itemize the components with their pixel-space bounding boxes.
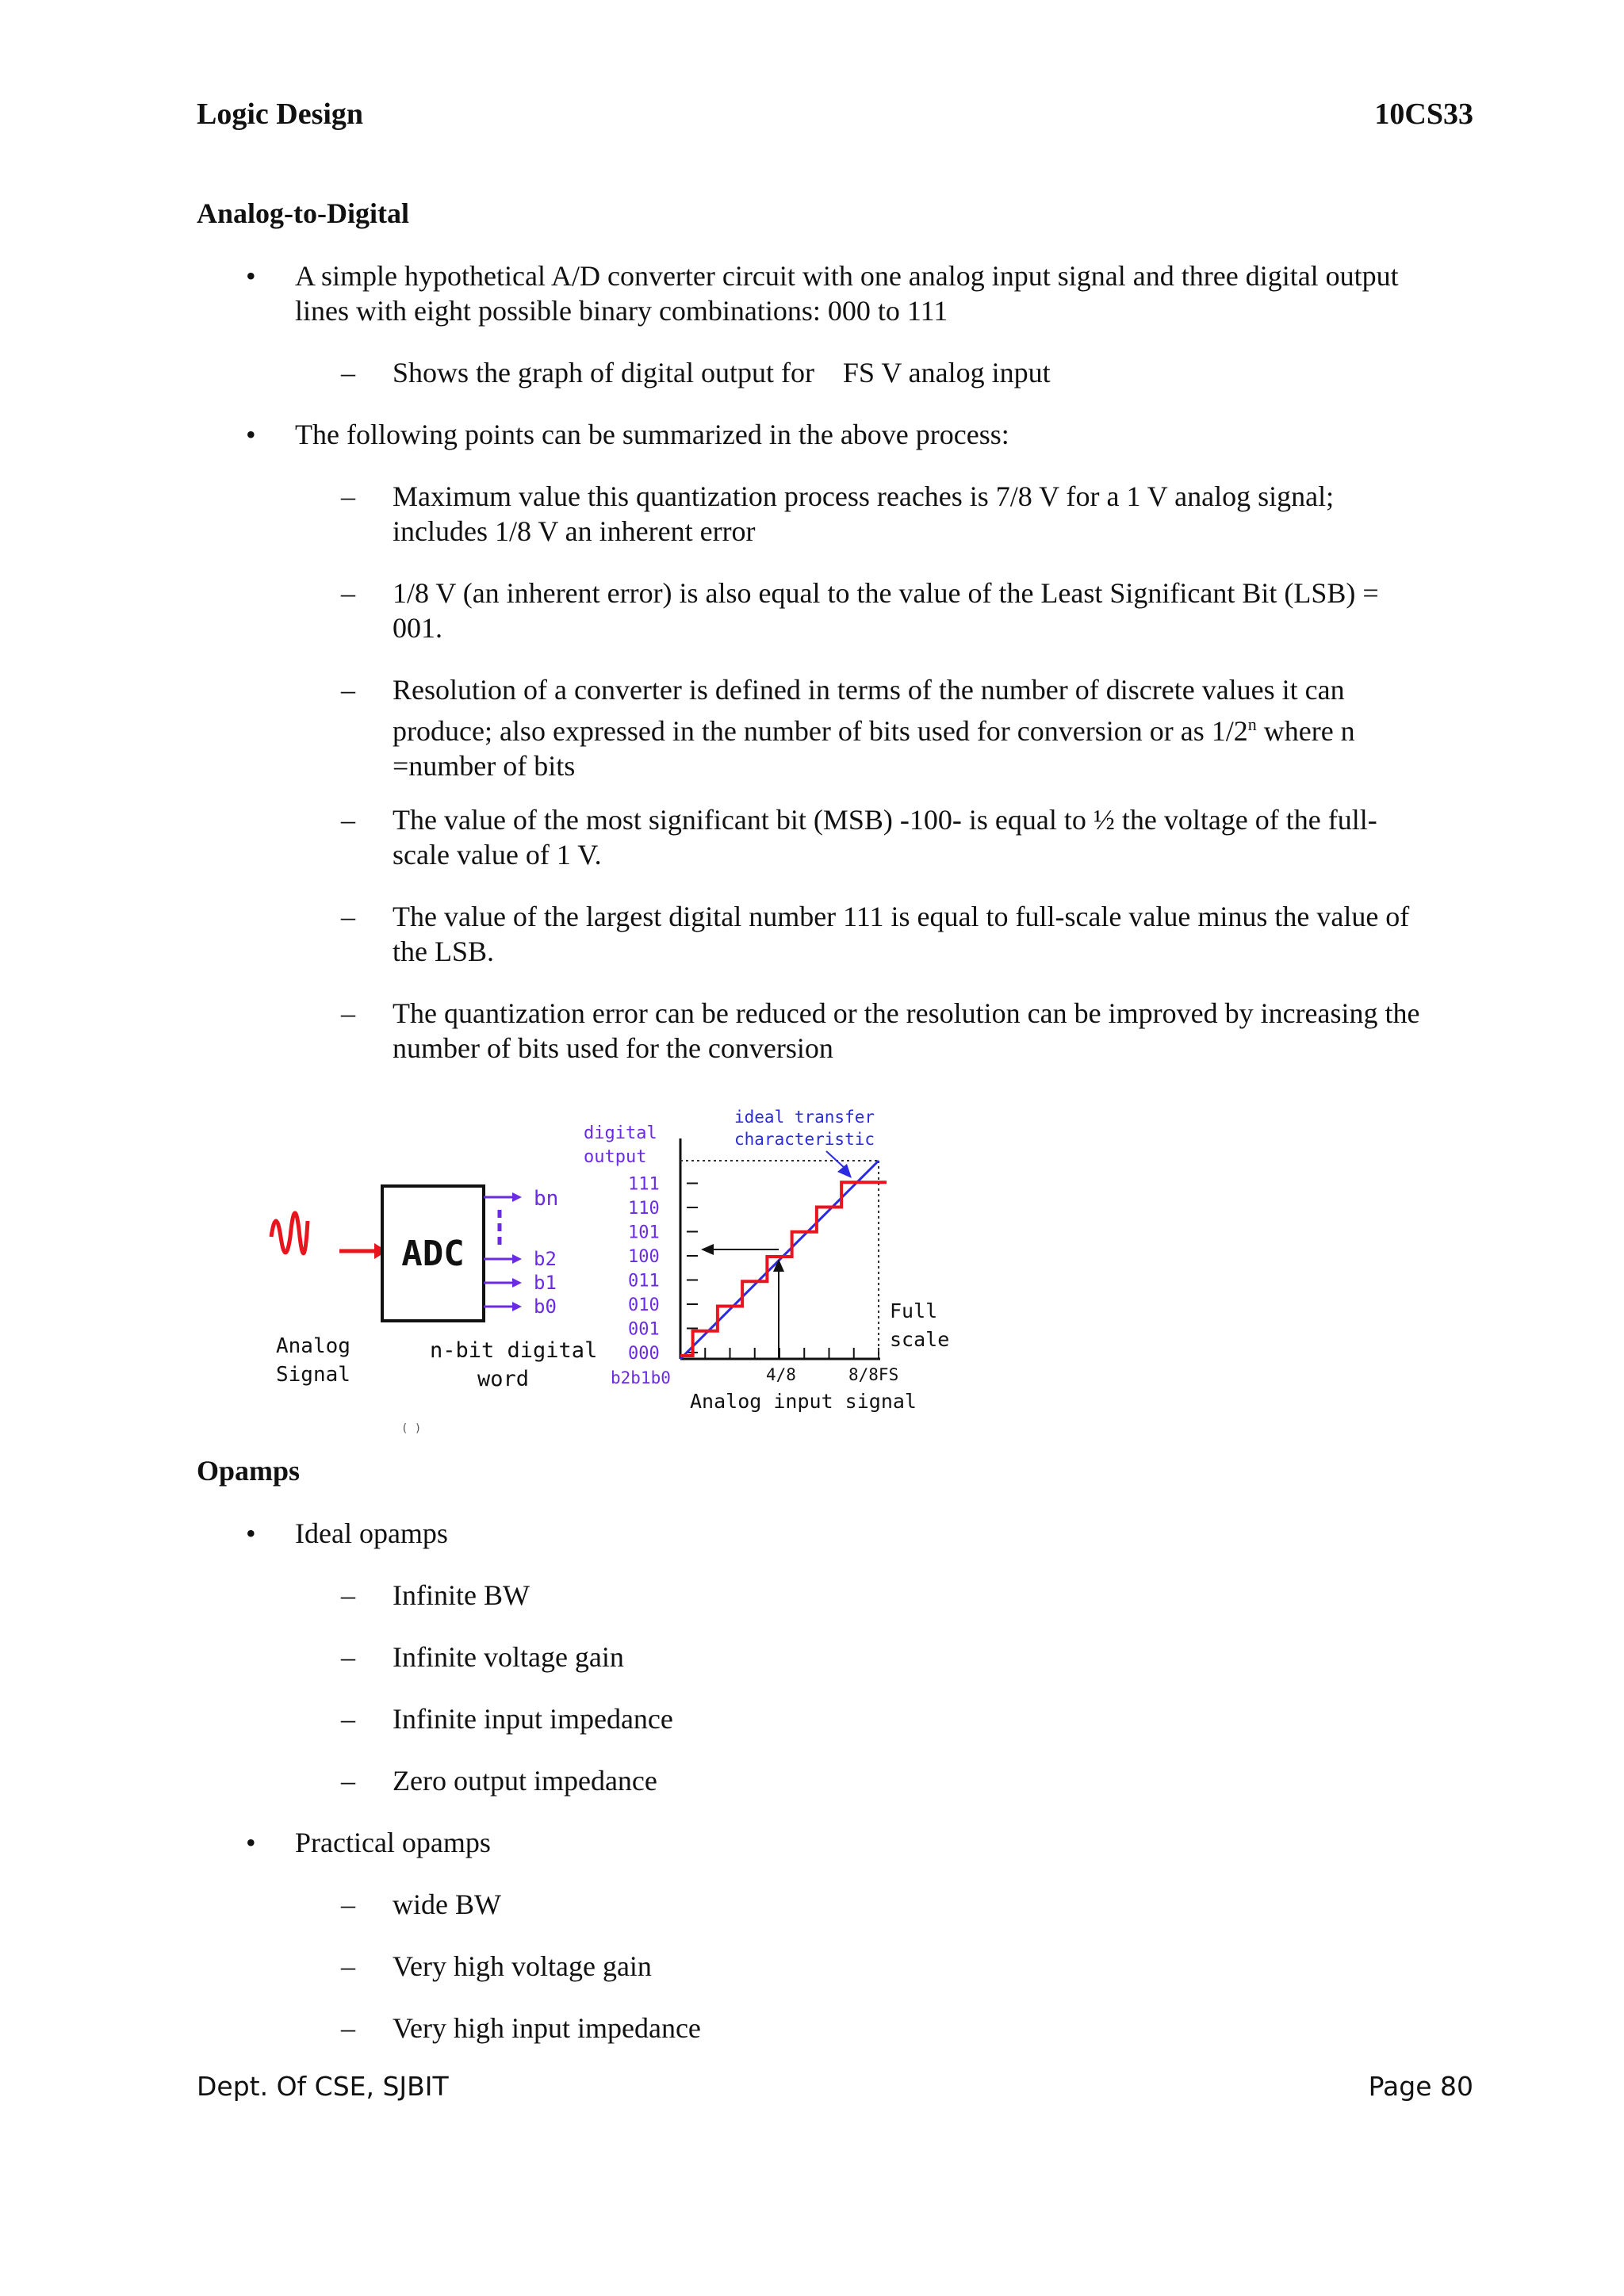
nbit-label-line2: word bbox=[477, 1367, 530, 1391]
full-scale-label-line1: Full bbox=[890, 1299, 938, 1322]
ideal-label-line2: characteristic bbox=[734, 1130, 875, 1149]
x-tick-end-label: 8/8FS bbox=[848, 1365, 899, 1384]
output-b2-label: b2 bbox=[534, 1248, 557, 1270]
header-title: Logic Design bbox=[197, 98, 364, 131]
bullet-text: Ideal opamps bbox=[295, 1517, 448, 1549]
superscript-n: n bbox=[1247, 714, 1257, 734]
bullet-dash: – bbox=[341, 674, 355, 706]
ideal-label-line1: ideal transfer bbox=[734, 1108, 875, 1127]
analog-label-line1: Analog bbox=[276, 1334, 350, 1358]
digital-code-label: 110 bbox=[628, 1199, 660, 1219]
bullet-dot: • bbox=[246, 1827, 256, 1858]
bullet-dash: – bbox=[341, 1765, 355, 1797]
b2b1b0-label: b2b1b0 bbox=[611, 1368, 671, 1387]
y-ticks bbox=[687, 1184, 698, 1353]
horizontal-arrow-head bbox=[701, 1244, 714, 1255]
x-tick-mid-label: 4/8 bbox=[766, 1365, 796, 1384]
bullet-text: Zero output impedance bbox=[393, 1765, 657, 1797]
output-bn-label: bn bbox=[534, 1187, 559, 1211]
bullet-dash: – bbox=[341, 1703, 355, 1735]
section-title-analog-to-digital: Analog-to-Digital bbox=[197, 197, 409, 229]
bullet-dash: – bbox=[341, 357, 355, 388]
bullet-text: The value of the most significant bit (MSB) -100- is equal to ½ the voltage of the full-scale value of 1 V. bbox=[393, 804, 1377, 871]
digital-code-labels bbox=[628, 1175, 660, 1364]
bullet-dash: – bbox=[341, 997, 355, 1029]
resolution-text-pre: Resolution of a converter is defined in terms of the number of discrete values it can produce; also expressed in the number of bits used for conversion or as 1/2 bbox=[393, 674, 1345, 747]
full-scale-label-line2: scale bbox=[890, 1328, 950, 1351]
x-ticks bbox=[705, 1348, 879, 1359]
bullet-text: The quantization error can be reduced or the resolution can be improved by increasing the number of bits used for the conversion bbox=[393, 997, 1420, 1064]
bullet-text: wide BW bbox=[393, 1888, 501, 1920]
analog-label-line2: Signal bbox=[276, 1363, 350, 1387]
bullet-dash: – bbox=[341, 2012, 355, 2044]
digital-code-label: 000 bbox=[628, 1344, 660, 1364]
bullet-dash: – bbox=[341, 1888, 355, 1920]
nbit-label-line1: n-bit digital bbox=[430, 1338, 598, 1363]
bullet-dash: – bbox=[341, 901, 355, 932]
y-axis-title-line2: output bbox=[584, 1147, 647, 1167]
bullet-dash: – bbox=[341, 1950, 355, 1982]
bullet-text: 1/8 V (an inherent error) is also equal to the value of the Least Significant Bit (LSB) = 001. bbox=[393, 577, 1379, 644]
footer-department: Dept. Of CSE, SJBIT bbox=[197, 2071, 449, 2102]
bullet-text: Very high input impedance bbox=[393, 2012, 701, 2044]
output-b0-label: b0 bbox=[534, 1295, 557, 1318]
bullet-text: The value of the largest digital number 111 is equal to full-scale value minus the value of the LSB. bbox=[393, 901, 1410, 967]
adc-label: ADC bbox=[401, 1234, 465, 1274]
footer-page-number: Page 80 bbox=[1368, 2071, 1473, 2102]
bullet-dot: • bbox=[246, 419, 256, 450]
header-course-code: 10CS33 bbox=[1374, 98, 1473, 131]
bullet-text: Maximum value this quantization process reaches is 7/8 V for a 1 V analog signal; includes 1/8 V an inherent error bbox=[393, 480, 1335, 547]
bullet-text: Infinite voltage gain bbox=[393, 1641, 624, 1673]
bullet-dot: • bbox=[246, 1517, 256, 1549]
bullet-dash: – bbox=[341, 577, 355, 609]
y-axis-title-line1: digital bbox=[584, 1123, 657, 1143]
digital-code-label: 100 bbox=[628, 1247, 660, 1267]
bullet-text: The following points can be summarized in the above process: bbox=[295, 419, 1009, 450]
ideal-pointer-head bbox=[837, 1164, 852, 1178]
digital-code-label: 010 bbox=[628, 1295, 660, 1315]
bullet-dash: – bbox=[341, 1579, 355, 1611]
adc-figure bbox=[262, 1093, 967, 1435]
x-axis-title: Analog input signal bbox=[690, 1390, 917, 1413]
section-title-opamps: Opamps bbox=[197, 1455, 301, 1487]
bullet-text: Shows the graph of digital output for FS V analog input bbox=[393, 357, 1051, 388]
digital-code-label: 011 bbox=[628, 1271, 660, 1292]
quantized-staircase bbox=[680, 1182, 887, 1356]
digital-code-label: 111 bbox=[628, 1174, 660, 1195]
bullet-dot: • bbox=[246, 260, 256, 292]
bullet-text: Very high voltage gain bbox=[393, 1950, 652, 1982]
bullet-dash: – bbox=[341, 1641, 355, 1673]
bullet-text: Infinite input impedance bbox=[393, 1703, 673, 1735]
digital-code-label: 001 bbox=[628, 1319, 660, 1340]
bullet-text: A simple hypothetical A/D converter circuit with one analog input signal and three digital output lines with eight possible binary combinations: 000 to 111 bbox=[295, 260, 1399, 327]
analog-wave bbox=[271, 1213, 308, 1253]
digital-code-label: 101 bbox=[628, 1223, 660, 1243]
caption-stub: ( ) bbox=[401, 1422, 422, 1435]
bullet-dash: – bbox=[341, 480, 355, 512]
bullet-dash: – bbox=[341, 804, 355, 836]
output-b1-label: b1 bbox=[534, 1272, 557, 1294]
bullet-text: Practical opamps bbox=[295, 1827, 491, 1858]
resolution-text-post: where n =number of bits bbox=[393, 715, 1355, 782]
bullet-text: Infinite BW bbox=[393, 1579, 530, 1611]
bullet-text bbox=[393, 672, 1423, 783]
